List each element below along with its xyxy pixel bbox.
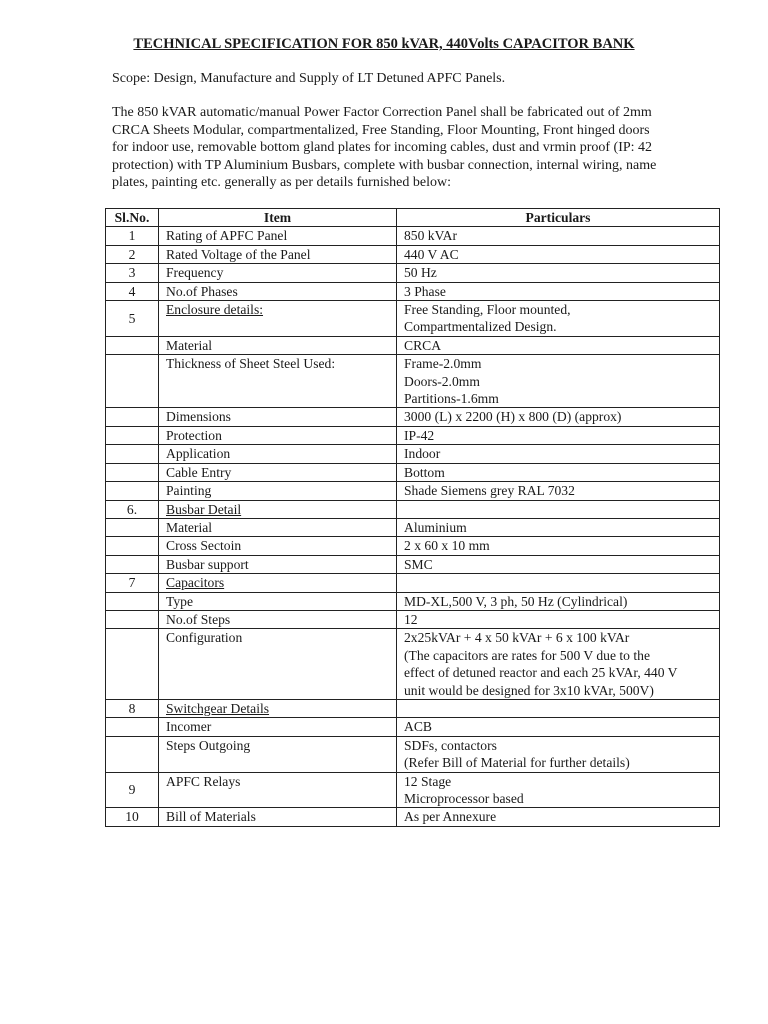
table-row (106, 336, 720, 354)
particulars-line: Frame-2.0mm (404, 356, 482, 372)
row-particulars (397, 500, 720, 518)
row-particulars (397, 282, 720, 300)
row-sl-no (106, 445, 159, 463)
item-label: Thickness of Sheet Steel Used: (166, 356, 336, 372)
particulars-line: 12 (404, 611, 418, 627)
particulars-line: unit would be designed for 3x10 kVAr, 500V) (404, 682, 654, 698)
table-row (106, 610, 720, 628)
intro-line: CRCA Sheets Modular, compartmentalized, Free Standing, Floor Mounting, Front hinged doors (112, 122, 650, 138)
table-row (106, 426, 720, 444)
row-sl-no: 4 (106, 282, 159, 300)
intro-line: protection) with TP Aluminium Busbars, complete with busbar connection, internal wiring, name (112, 157, 657, 173)
table-row (106, 445, 720, 463)
item-label: Configuration (166, 630, 243, 646)
table-row (106, 463, 720, 481)
row-particulars (397, 301, 720, 337)
row-item (159, 336, 397, 354)
particulars-line: 2x25kVAr + 4 x 50 kVAr + 6 x 100 kVAr (404, 630, 630, 646)
row-item (159, 445, 397, 463)
row-sl-no (106, 463, 159, 481)
particulars-line (404, 501, 712, 518)
row-item (159, 555, 397, 573)
header-item: Item (159, 209, 397, 227)
row-item (159, 610, 397, 628)
item-label: Busbar support (166, 556, 249, 572)
particulars-line: 3000 (L) x 2200 (H) x 800 (D) (approx) (404, 409, 622, 425)
specification-table (105, 208, 720, 827)
particulars-line: Partitions-1.6mm (404, 391, 499, 407)
item-label: Material (166, 519, 213, 535)
item-label: Application (166, 446, 231, 462)
table-row (106, 592, 720, 610)
row-item (159, 518, 397, 536)
particulars-line: CRCA (404, 337, 442, 353)
row-sl-no: 7 (106, 574, 159, 592)
item-label: No.of Steps (166, 611, 231, 627)
row-item (159, 772, 397, 808)
row-item (159, 408, 397, 426)
row-sl-no (106, 610, 159, 628)
table-row (106, 772, 720, 808)
particulars-line: IP-42 (404, 427, 435, 443)
particulars-line: 50 Hz (404, 265, 437, 281)
row-particulars (397, 264, 720, 282)
particulars-line: 12 Stage (404, 773, 452, 789)
row-particulars (397, 426, 720, 444)
particulars-line: 3 Phase (404, 283, 446, 299)
row-particulars (397, 482, 720, 500)
particulars-line: 850 kVAr (404, 228, 457, 244)
table-row (106, 301, 720, 337)
row-particulars (397, 629, 720, 700)
section-heading: Switchgear Details (166, 700, 270, 716)
item-label: Frequency (166, 265, 224, 281)
row-particulars (397, 574, 720, 592)
row-item (159, 463, 397, 481)
row-particulars (397, 699, 720, 717)
row-item (159, 301, 397, 337)
item-label: Dimensions (166, 409, 231, 425)
item-label: Steps Outgoing (166, 737, 251, 753)
row-particulars (397, 610, 720, 628)
particulars-line: Aluminium (404, 519, 467, 535)
row-sl-no (106, 736, 159, 772)
item-label: Painting (166, 483, 212, 499)
item-label: No.of Phases (166, 283, 238, 299)
row-sl-no (106, 426, 159, 444)
row-item (159, 245, 397, 263)
row-item (159, 574, 397, 592)
specification-table-body (106, 227, 720, 826)
row-particulars (397, 245, 720, 263)
row-item (159, 264, 397, 282)
row-sl-no (106, 555, 159, 573)
table-row (106, 736, 720, 772)
table-row (106, 282, 720, 300)
row-sl-no (106, 718, 159, 736)
item-label: Cross Sectoin (166, 538, 242, 554)
item-label: Rating of APFC Panel (166, 228, 288, 244)
particulars-line: 440 V AC (404, 246, 459, 262)
table-row (106, 355, 720, 408)
intro-paragraph (112, 104, 722, 192)
table-row (106, 699, 720, 717)
particulars-line: As per Annexure (404, 809, 497, 825)
row-item (159, 699, 397, 717)
table-row (106, 264, 720, 282)
row-sl-no (106, 482, 159, 500)
row-particulars (397, 555, 720, 573)
particulars-line: ACB (404, 719, 432, 735)
item-label: Type (166, 593, 193, 609)
scope-paragraph: Scope: Design, Manufacture and Supply of LT Detuned APFC Panels. (112, 71, 506, 86)
table-row (106, 245, 720, 263)
item-label: Bill of Materials (166, 809, 256, 825)
row-item (159, 592, 397, 610)
row-sl-no (106, 408, 159, 426)
particulars-line: SDFs, contactors (404, 737, 497, 753)
header-sl-no: Sl.No. (106, 209, 159, 227)
section-heading: Enclosure details: (166, 302, 264, 318)
row-particulars (397, 463, 720, 481)
section-heading: Capacitors (166, 575, 225, 591)
row-sl-no (106, 355, 159, 408)
particulars-line: Doors-2.0mm (404, 373, 480, 389)
header-particulars: Particulars (397, 209, 720, 227)
row-item (159, 629, 397, 700)
row-sl-no: 2 (106, 245, 159, 263)
row-particulars (397, 336, 720, 354)
particulars-line: (Refer Bill of Material for further details) (404, 755, 630, 771)
particulars-line: Bottom (404, 464, 445, 480)
item-label: Incomer (166, 719, 212, 735)
row-particulars (397, 736, 720, 772)
particulars-line (404, 574, 712, 591)
row-item (159, 500, 397, 518)
intro-line: The 850 kVAR automatic/manual Power Factor Correction Panel shall be fabricated out of 2mm (112, 105, 652, 120)
row-particulars (397, 808, 720, 826)
table-row (106, 408, 720, 426)
document-title: TECHNICAL SPECIFICATION FOR 850 kVAR, 440Volts CAPACITOR BANK (133, 36, 635, 52)
particulars-line: 2 x 60 x 10 mm (404, 538, 490, 554)
table-row (106, 555, 720, 573)
particulars-line: SMC (404, 556, 433, 572)
row-sl-no: 10 (106, 808, 159, 826)
table-header-row (106, 209, 720, 227)
table-row (106, 227, 720, 245)
row-item (159, 227, 397, 245)
item-label: Cable Entry (166, 464, 232, 480)
particulars-line: Indoor (404, 446, 441, 462)
row-sl-no (106, 518, 159, 536)
row-sl-no: 6. (106, 500, 159, 518)
row-sl-no: 8 (106, 699, 159, 717)
row-sl-no (106, 629, 159, 700)
row-particulars (397, 772, 720, 808)
table-row (106, 574, 720, 592)
item-label: Protection (166, 427, 222, 443)
item-label: Material (166, 337, 213, 353)
row-sl-no: 3 (106, 264, 159, 282)
particulars-line (404, 700, 712, 717)
row-item (159, 355, 397, 408)
table-row (106, 518, 720, 536)
row-sl-no (106, 336, 159, 354)
table-row (106, 629, 720, 700)
item-label: APFC Relays (166, 773, 241, 789)
intro-line: plates, painting etc. generally as per details furnished below: (112, 175, 452, 190)
row-item (159, 282, 397, 300)
particulars-line: MD-XL,500 V, 3 ph, 50 Hz (Cylindrical) (404, 593, 628, 609)
row-sl-no: 5 (106, 301, 159, 337)
table-row (106, 537, 720, 555)
row-particulars (397, 537, 720, 555)
row-particulars (397, 408, 720, 426)
particulars-line: Compartmentalized Design. (404, 319, 557, 335)
row-sl-no: 1 (106, 227, 159, 245)
particulars-line: Free Standing, Floor mounted, (404, 302, 571, 318)
table-row (106, 500, 720, 518)
row-particulars (397, 355, 720, 408)
row-particulars (397, 518, 720, 536)
table-row (106, 718, 720, 736)
row-sl-no (106, 592, 159, 610)
table-row (106, 808, 720, 826)
row-particulars (397, 227, 720, 245)
row-particulars (397, 718, 720, 736)
intro-line: for indoor use, removable bottom gland plates for incoming cables, dust and vrmin proof (IP: 42 (112, 140, 653, 155)
particulars-line: (The capacitors are rates for 500 V due to the (404, 647, 650, 663)
row-sl-no (106, 537, 159, 555)
section-heading: Busbar Detail (166, 501, 242, 517)
row-item (159, 736, 397, 772)
row-item (159, 718, 397, 736)
row-particulars (397, 445, 720, 463)
item-label: Rated Voltage of the Panel (166, 246, 311, 262)
row-item (159, 482, 397, 500)
row-particulars (397, 592, 720, 610)
row-sl-no: 9 (106, 772, 159, 808)
table-row (106, 482, 720, 500)
particulars-line: Microprocessor based (404, 791, 524, 806)
row-item (159, 537, 397, 555)
particulars-line: Shade Siemens grey RAL 7032 (404, 483, 575, 499)
row-item (159, 808, 397, 826)
row-item (159, 426, 397, 444)
particulars-line: effect of detuned reactor and each 25 kVAr, 440 V (404, 665, 678, 681)
